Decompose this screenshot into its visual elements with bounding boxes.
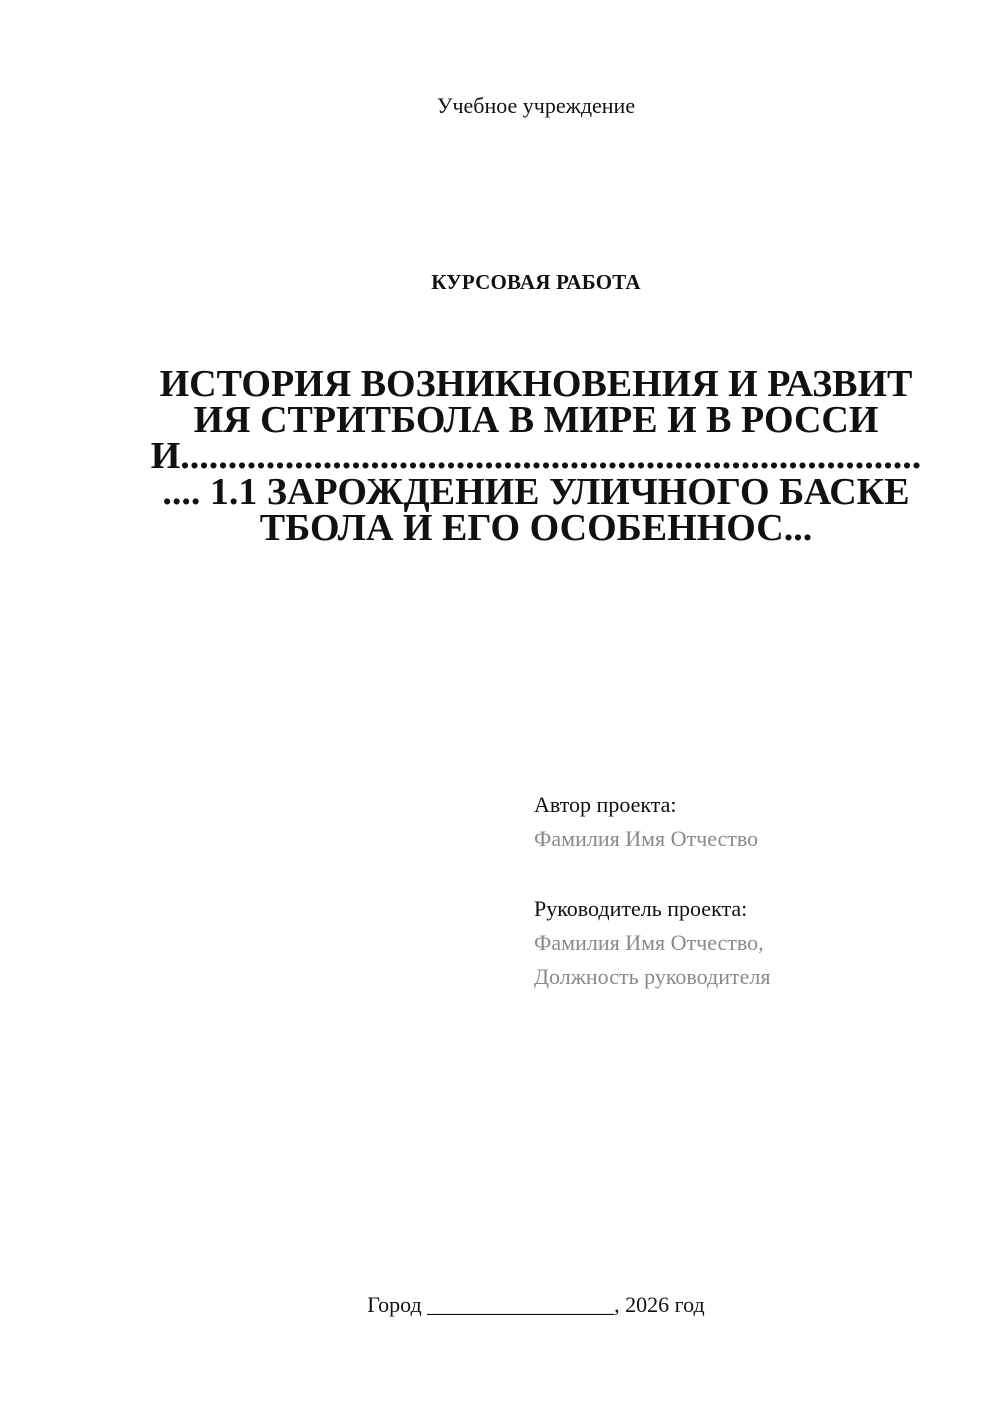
supervisor-label: Руководитель проекта: xyxy=(534,896,748,921)
authors-block xyxy=(534,788,974,994)
supervisor-position: Должность руководителя xyxy=(534,964,771,989)
work-type-heading: КУРСОВАЯ РАБОТА xyxy=(431,270,641,294)
author-name: Фамилия Имя Отчество xyxy=(534,826,759,851)
institution-name: Учебное учреждение xyxy=(436,93,636,118)
document-title: ИСТОРИЯ ВОЗНИКНОВЕНИЯ И РАЗВИТИЯ СТРИТБОЛА В МИРЕ И В РОССИИ.................................................................................. 1.1 ЗАРОЖДЕНИЕ УЛИЧНОГО БАСКЕТБОЛА И ЕГО ОСОБЕННОС... xyxy=(150,363,922,549)
author-label: Автор проекта: xyxy=(534,792,677,817)
spacer xyxy=(534,856,974,892)
supervisor-name: Фамилия Имя Отчество, xyxy=(534,930,764,955)
city-year-footer: Город _________________, 2026 год xyxy=(367,1292,705,1317)
